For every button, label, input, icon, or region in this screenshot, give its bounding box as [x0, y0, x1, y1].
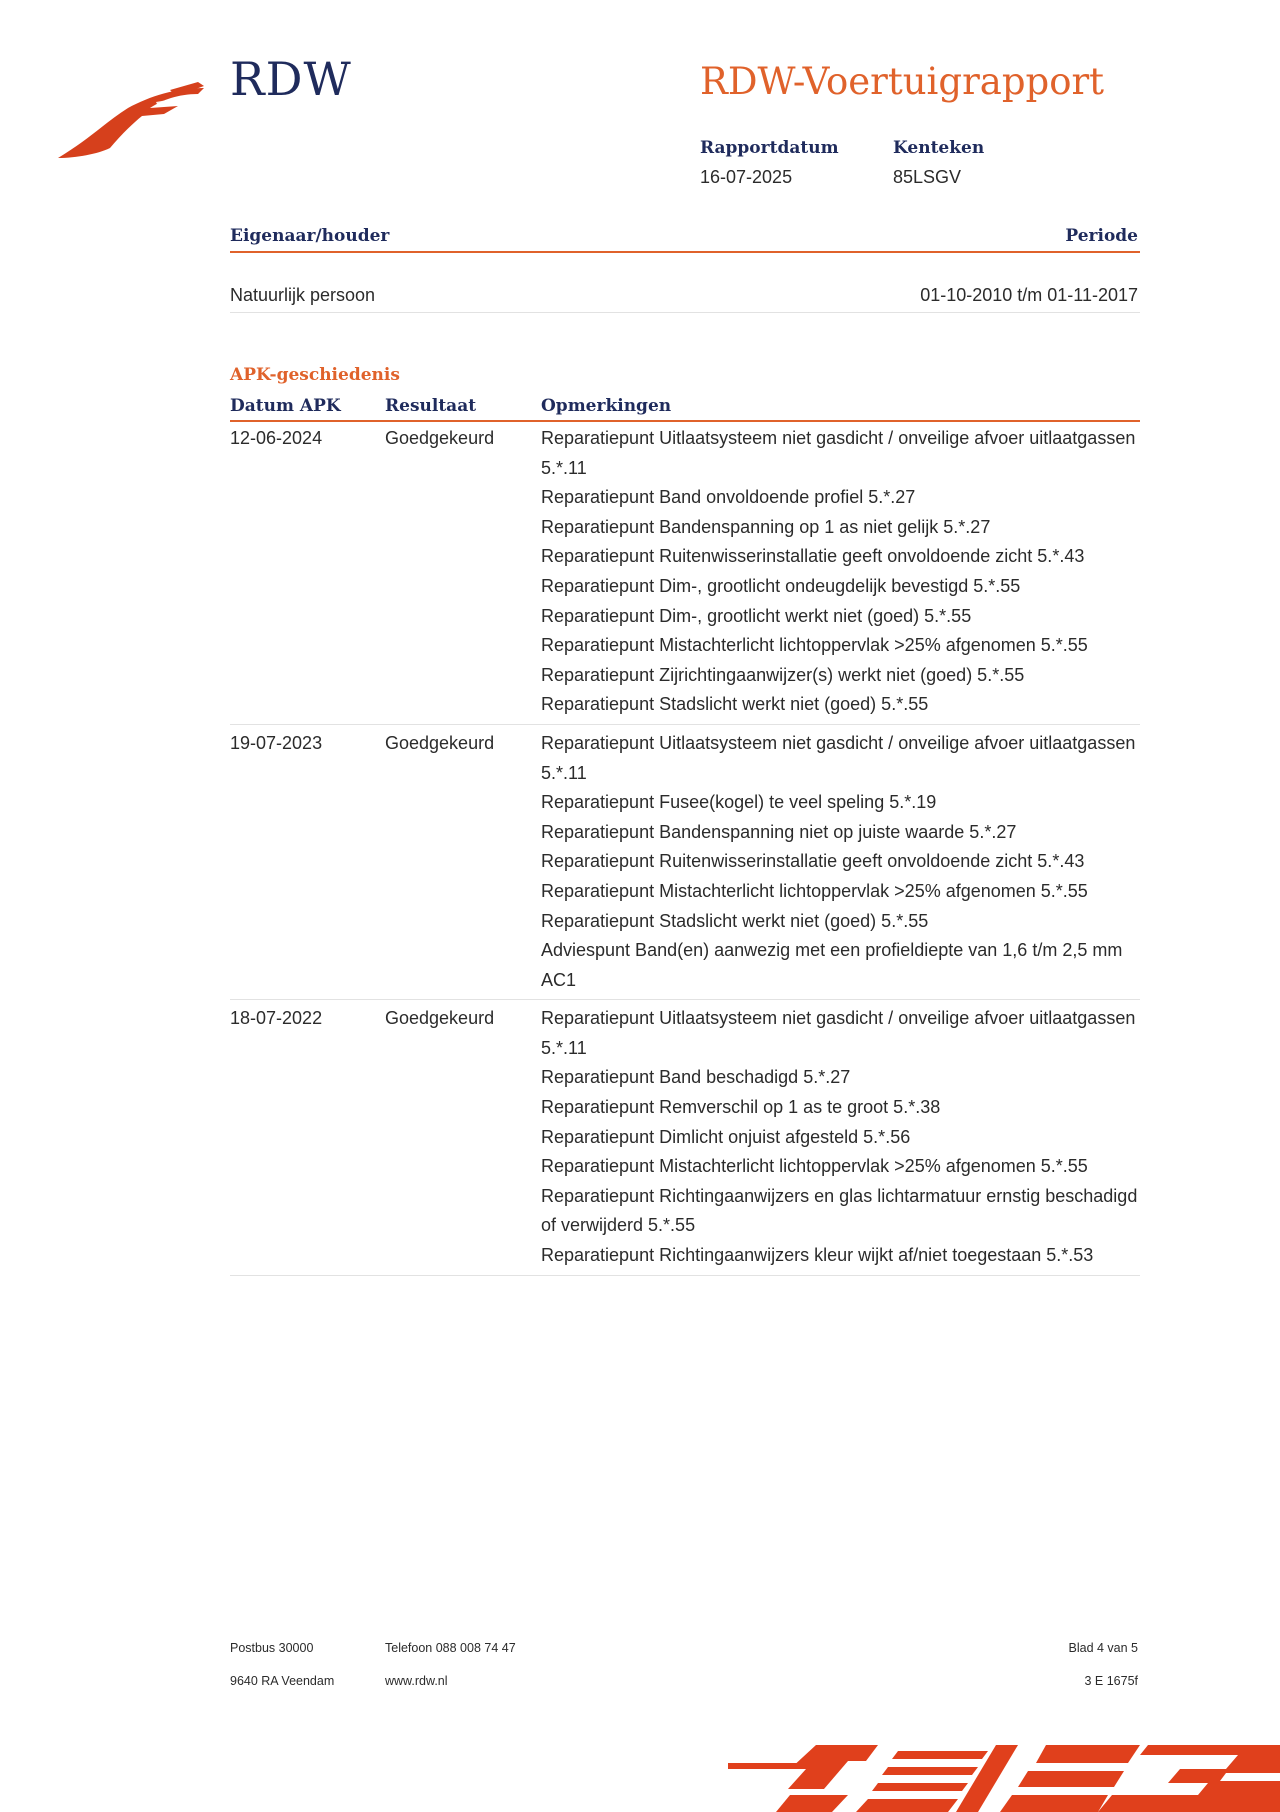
footer-page-number: Blad 4 van 5 — [1068, 1641, 1138, 1655]
apk-date: 12-06-2024 — [230, 428, 323, 448]
footer-city: 9640 RA Veendam — [230, 1674, 335, 1688]
apk-row — [230, 1000, 1140, 1275]
apk-col-remarks: Opmerkingen — [541, 396, 672, 416]
plate-value: 85LSGV — [893, 167, 962, 187]
logo-wordmark: RDW — [230, 52, 352, 106]
apk-result: Goedgekeurd — [385, 732, 495, 753]
report-date-value: 16-07-2025 — [700, 167, 793, 187]
footer-phone: Telefoon 088 008 74 47 — [385, 1641, 516, 1655]
apk-remarks — [541, 1004, 1140, 1270]
decorative-stripes-icon — [728, 1745, 1280, 1812]
remark: Reparatiepunt Remverschil op 1 as te groot 5.*.38 — [541, 1097, 941, 1118]
remark: Reparatiepunt Uitlaatsysteem niet gasdicht / onveilige afvoer uitlaatgassen 5.*.11 — [541, 1008, 1136, 1058]
period-value: 01-10-2010 t/m 01-11-2017 — [920, 285, 1138, 305]
apk-date: 18-07-2022 — [230, 1008, 323, 1029]
remark: Reparatiepunt Uitlaatsysteem niet gasdicht / onveilige afvoer uitlaatgassen 5.*.11 — [541, 732, 1136, 783]
apk-section-title: APK-geschiedenis — [230, 365, 400, 385]
remark: Reparatiepunt Mistachterlicht lichtoppervlak >25% afgenomen 5.*.55 — [541, 880, 1088, 901]
remark: Reparatiepunt Stadslicht werkt niet (goed) 5.*.55 — [541, 910, 929, 931]
apk-row — [230, 420, 1140, 725]
plate-label: Kenteken — [893, 138, 985, 158]
remark: Reparatiepunt Band onvoldoende profiel 5.*.27 — [541, 487, 916, 508]
apk-table — [230, 420, 1140, 1276]
apk-col-date: Datum APK — [230, 396, 341, 416]
owner-value: Natuurlijk persoon — [230, 285, 376, 305]
footer-document-code: 3 E 1675f — [1084, 1674, 1138, 1688]
remark: Reparatiepunt Mistachterlicht lichtoppervlak >25% afgenomen 5.*.55 — [541, 635, 1088, 656]
period-label: Periode — [1065, 226, 1138, 246]
owner-label: Eigenaar/houder — [230, 226, 390, 246]
remark: Adviespunt Band(en) aanwezig met een profieldiepte van 1,6 t/m 2,5 mm AC1 — [541, 940, 1123, 990]
apk-remarks — [541, 424, 1140, 720]
remark: Reparatiepunt Stadslicht werkt niet (goed) 5.*.55 — [541, 694, 929, 715]
remark: Reparatiepunt Ruitenwisserinstallatie geeft onvoldoende zicht 5.*.43 — [541, 546, 1085, 567]
remark: Reparatiepunt Fusee(kogel) te veel speling 5.*.19 — [541, 792, 937, 813]
remark: Reparatiepunt Ruitenwisserinstallatie geeft onvoldoende zicht 5.*.43 — [541, 851, 1085, 872]
document-title: RDW-Voertuigrapport — [700, 60, 1105, 103]
rdw-logo-icon — [58, 80, 208, 162]
footer-website-link[interactable]: www.rdw.nl — [385, 1674, 448, 1688]
footer-postbus: Postbus 30000 — [230, 1641, 314, 1655]
apk-row — [230, 725, 1140, 1000]
remark: Reparatiepunt Dimlicht onjuist afgesteld 5.*.56 — [541, 1126, 911, 1147]
owner-header-rule — [230, 251, 1140, 253]
apk-col-result: Resultaat — [385, 396, 477, 416]
apk-remarks — [541, 729, 1140, 995]
owner-divider — [230, 312, 1140, 313]
remark: Reparatiepunt Bandenspanning niet op juiste waarde 5.*.27 — [541, 821, 1017, 842]
remark: Reparatiepunt Uitlaatsysteem niet gasdicht / onveilige afvoer uitlaatgassen 5.*.11 — [541, 428, 1136, 478]
remark: Reparatiepunt Zijrichtingaanwijzer(s) werkt niet (goed) 5.*.55 — [541, 664, 1025, 685]
apk-result: Goedgekeurd — [385, 428, 495, 448]
remark: Reparatiepunt Dim-, grootlicht ondeugdelijk bevestigd 5.*.55 — [541, 575, 1021, 596]
remark: Reparatiepunt Band beschadigd 5.*.27 — [541, 1067, 851, 1088]
remark: Reparatiepunt Dim-, grootlicht werkt niet (goed) 5.*.55 — [541, 605, 972, 626]
remark: Reparatiepunt Richtingaanwijzers en glas lichtarmatuur ernstig beschadigd of verwijderd 5.*.55 — [541, 1185, 1138, 1236]
apk-date: 19-07-2023 — [230, 732, 323, 753]
apk-result: Goedgekeurd — [385, 1008, 495, 1029]
remark: Reparatiepunt Richtingaanwijzers kleur wijkt af/niet toegestaan 5.*.53 — [541, 1245, 1094, 1266]
report-date-label: Rapportdatum — [700, 138, 839, 158]
remark: Reparatiepunt Mistachterlicht lichtoppervlak >25% afgenomen 5.*.55 — [541, 1156, 1088, 1177]
remark: Reparatiepunt Bandenspanning op 1 as niet gelijk 5.*.27 — [541, 516, 991, 537]
